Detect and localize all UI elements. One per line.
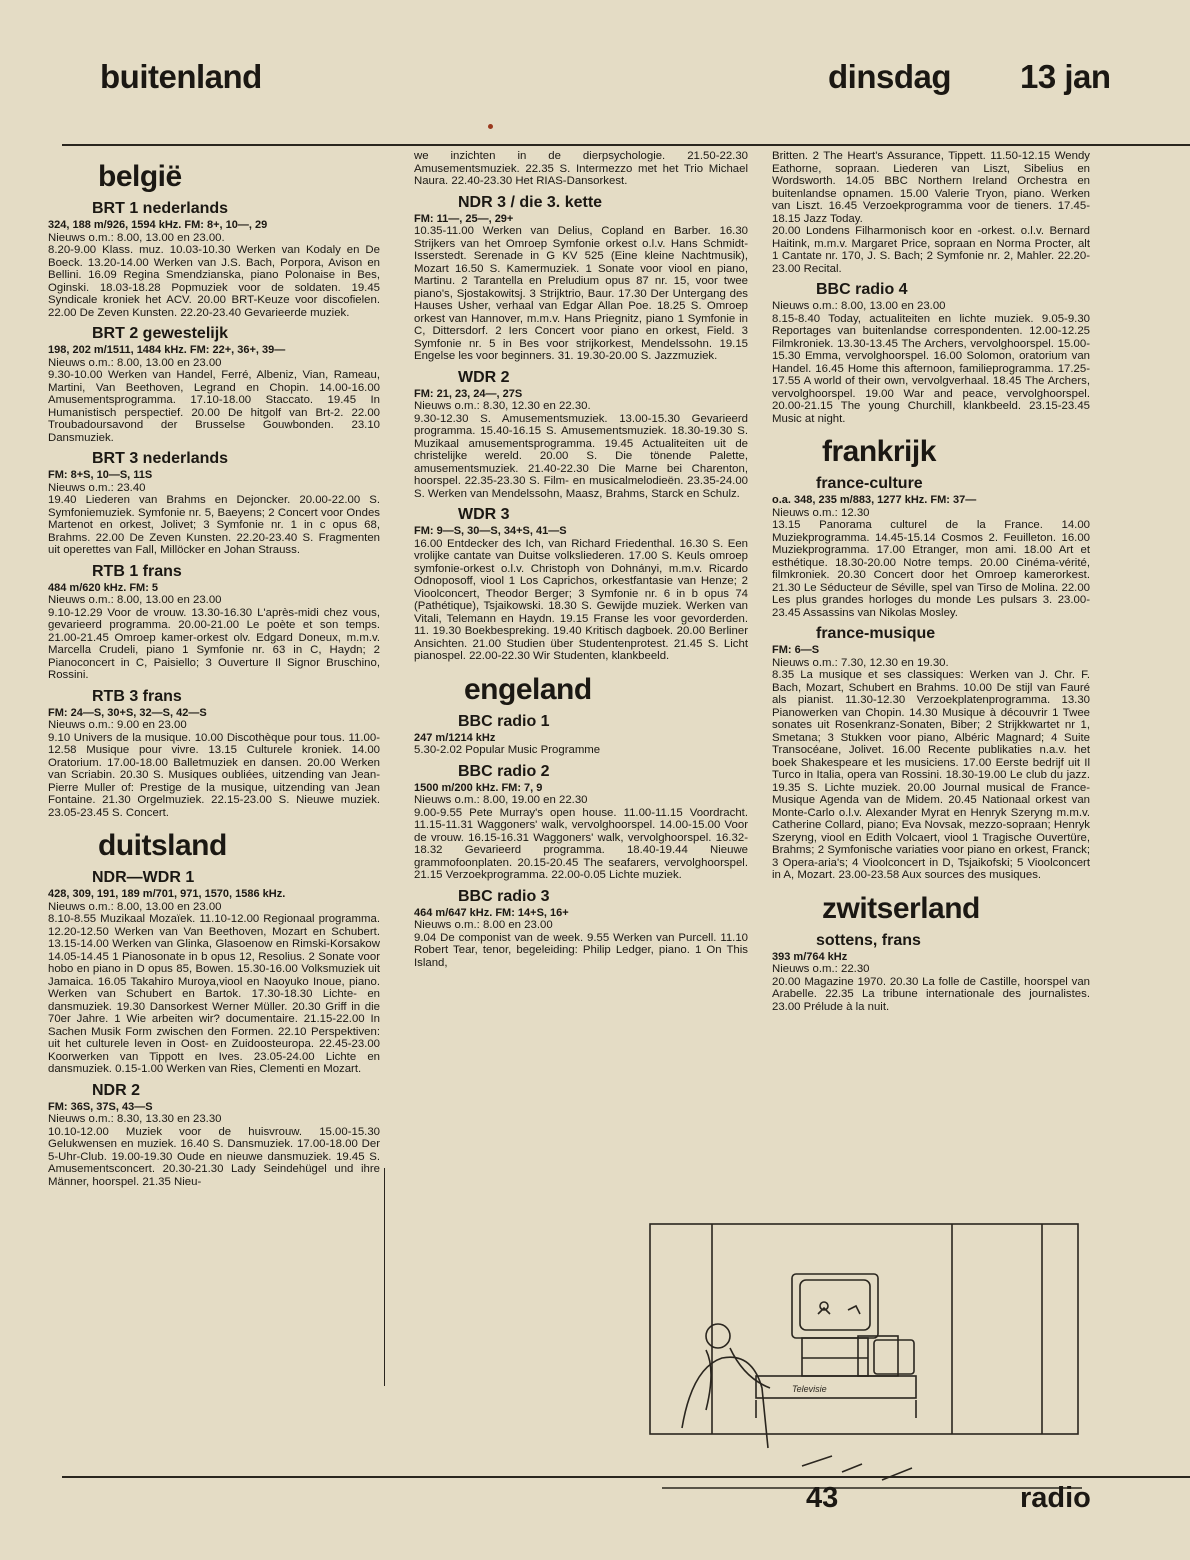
news-times: Nieuws o.m.: 23.40	[48, 481, 146, 494]
frequency-line: 198, 202 m/1511, 1484 kHz. FM: 22+, 36+, 39—	[48, 344, 286, 356]
tv-viewer-cartoon	[622, 1218, 1094, 1490]
station-heading: france-musique	[816, 625, 936, 642]
weekday: dinsdag	[828, 58, 952, 95]
program-listing: 19.40 Liederen van Brahms en Dejoncker. 20.00-22.00 S. Symfoniemuziek. Symfonie nr. 5, Baeyens; 2 Concert voor Ondes Martenot en orkest, Jolivet; 3 Symfonie nr. 1 in c opus 68, Brahms. 22.00 De Zeven Kunsten. 22.20-23.40 S. Fragmenten uit operettes van Fall, Millöcker en Johan Strauss.	[48, 494, 380, 556]
country-heading: engeland	[464, 672, 592, 706]
news-times: Nieuws o.m.: 8.00, 19.00 en 22.30	[414, 794, 588, 806]
news-times: Nieuws o.m.: 9.00 en 23.00	[48, 719, 187, 731]
program-listing: 9.10-12.29 Voor de vrouw. 13.30-16.30 L'après-midi chez vous, gevarieerd programma. 20.00-21.00 Le poète et son temps. 21.00-21.45 Omroep kamer-orkest olv. Edgard Doneux, m.m.v. Marcella Crudeli, piano 1 Symfonie nr. 63 in C, Haydn; 2 Pianoconcert in C, Paisiello; 3 Ouverture Il Signor Bruschino, Rossini.	[48, 606, 380, 681]
program-listing: 10.10-12.00 Muziek voor de huisvrouw. 15.00-15.30 Gelukwensen en muziek. 16.40 S. Dansmuziek. 17.00-18.00 Der 5-Uhr-Club. 19.00-19.30 Oude en nieuwe dansmuziek. 19.45 S. Amusementsconcert. 20.30-21.30 Lady Seindehügel und ihre Männer, hoorspel. 21.35 Nieu-	[48, 1125, 380, 1188]
news-times: Nieuws o.m.: 8.00 en 23.00	[414, 919, 553, 931]
news-times: Nieuws o.m.: 22.30	[772, 963, 870, 975]
frequency-line: 393 m/764 kHz	[772, 950, 848, 963]
station-heading: NDR—WDR 1	[92, 869, 195, 886]
page-number: 43	[806, 1482, 839, 1514]
country-heading: duitsland	[98, 829, 227, 862]
news-times: Nieuws o.m.: 8.00, 13.00 en 23.00	[772, 300, 946, 312]
station-heading: sottens, frans	[816, 931, 921, 949]
program-listing: 8.35 La musique et ses classiques: Werken van J. Chr. F. Bach, Mozart, Schubert en Brahms. 10.00 De stijl van Fauré als pianist. 11.30-12.30 Verzoekplatenprogramma. 13.30 Pianowerken van Chopin. 14.30 Musique à découvrir 1 Twee sonates uit Rosenkranz-Sonaten, Biber; 2 Strijkkwartet nr 1, Smetana; 3 Stukken voor piano, Albéric Magnard; 4 Suite Transocéane, Jolivet. 16.00 Recente publikaties n.a.v. het boek Shakespeare et les musiciens. 17.00 Eerste bedrijf uit Il Turco in Italia, opera van Rossini. 18.30-19.00 Le club du jazz. 19.35 S. Lichte muziek. 20.00 Journal musical de France-Musique Agenda van de Midem. 20.45 Nationaal orkest van Monte-Carlo o.l.v. Alexander Myrat en Henryk Szeryng m.m.v. Catherine Collard, piano; Eva Novsak, mezzo-sopraan; Henryk Szeryng, viool en Edith Volcaert, viool 1 Tragische Ouvertüre, Brahms; 2 Symfonische variaties voor piano en orkest, Franck; 3 Opera-aria's; 4 Vioolconcert in D, Tsjaikofski; 5 Vioolconcert in A, Mozart. 23.00-23.58 Aux sources des musiques.	[772, 669, 1090, 881]
country-heading: belgië	[98, 160, 182, 193]
frequency-line: 484 m/620 kHz. FM: 5	[48, 581, 159, 594]
program-listing: 9.10 Univers de la musique. 10.00 Discothèque pour tous. 11.00-12.58 Musique pour vivre. 13.15 Culturele kroniek. 14.00 Oratorium. 17.00-18.00 Balletmuziek en dansen. 20.00 Werken van Scriabin. 20.30 S. Musiques oubliées, uitzending van Jean-Pierre Muller of: Prestige de la musique, uitzending van Jean Fontaine. 21.30 Orgelmuziek. 22.15-23.00 S. Nieuwe muziek. 23.05-23.45 S. Concert.	[48, 731, 380, 819]
news-times: Nieuws o.m.: 7.30, 12.30 en 19.30.	[772, 656, 949, 669]
column-1	[48, 150, 380, 1188]
station-heading: RTB 1 frans	[92, 562, 182, 580]
frequency-line: FM: 11—, 25—, 29+	[414, 212, 514, 225]
station-heading: BBC radio 3	[458, 887, 550, 905]
frequency-line: FM: 6—S	[772, 644, 820, 656]
program-listing: we inzichten in de dierpsychologie. 21.50-22.30 Amusementsmuziek. 22.35 S. Intermezzo met het Trio Michael Naura. 22.40-23.30 Het RIAS-Dansorkest.	[414, 150, 748, 187]
window-frame	[650, 1224, 1078, 1434]
station-heading: france-culture	[816, 475, 923, 492]
program-listing: 10.35-11.00 Werken van Delius, Copland en Barber. 16.30 Strijkers van het Omroep Symfonie orkest o.l.v. Hans Schmidt-Isserstedt. Serenade in G KV 525 (Eine kleine Nachtmusik), Mozart 16.50 S. Kamermuziek. 1 Sonate voor viool en piano, Martinu. 2 Tarantella en Preludium opus 87 nr. 15, voor twee piano's, Sjostakowitsj. 3 Strijktrio, Baur. 17.30 Der Untergang des Hauses Usher, verhaal van Edgar Allan Poe. 18.25 S. Omroep orkest van Hannover, m.m.v. Hans Priegnitz, piano 1 Symfonie in C, Dittersdorf. 2 Iers Concert voor piano en orkest, Field. 3 Symfonie nr. 5 in Bes voor strijkorkest, Mendelssohn. 19.15 Engelse les voor beginners. 31. 19.30-20.00 S. Jazzmuziek.	[414, 225, 748, 362]
program-listing: 8.10-8.55 Muzikaal Mozaïek. 11.10-12.00 Regionaal programma. 12.20-12.50 Werken van Van Beethoven, Mozart en Schubert. 13.15-14.00 Werken van Glinka, Glasoenow en Rimski-Korsakow 14.05-14.45 1 Pianosonate in b opus 12, Resolius. 2 Sonate voor hobo en piano in D opus 85, Bowen. 15.30-16.00 Volksmuziek uit Jamaica. 16.05 Takahiro Muroya,viool en Naoyuko Inoue, piano. Werken van Schubert en Bartok. 17.30-18.30 Lichte- en dansmuziek. 19.30 Dansorkest Werner Müller. 20.30 Griff in die 70er Jahre. 1 Wie arbeiten wir? documentaire. 21.15-22.00 In Sachen Musik Form zwischen den Formen. 22.10 Perspektiven: uit het culturele leven in Oost- en Zuidoosteuropa. 22.45-23.00 Koorwerken van Tippott en Ives. 23.05-24.00 Lichte en dansmuziek. 0.15-1.00 Werken van Ries, Clementi en Mozart.	[48, 913, 380, 1075]
footer-rule	[62, 1476, 1190, 1478]
news-times: Nieuws o.m.: 8.30, 12.30 en 22.30.	[414, 400, 591, 412]
program-listing: 9.30-10.00 Werken van Handel, Ferré, Albeniz, Vian, Rameau, Martini, Van Beethoven, Legrand en Chopin. 14.00-16.00 Amusementsprogramma. 17.10-18.00 Staccato. 19.45 In Humanistisch perspectief. 20.00 De hitgolf van Brt-2. 22.00 Troubadoursavond der Brusselse Gouwbonden. 23.10 Dansmuziek.	[48, 369, 380, 444]
frequency-line: 464 m/647 kHz. FM: 14+S, 16+	[414, 906, 569, 919]
program-listing: 9.30-12.30 S. Amusementsmuziek. 13.00-15.30 Gevarieerd programma. 15.40-16.15 S. Amusementsmuziek. 18.30-19.30 S. Muzikaal amusementsprogramma. 19.45 Actualiteiten uit de christelijke wereld. 20.00 S. Die tönende Palette, amusementsmuziek. 21.40-22.30 Die Marne bei Charenton, hoorspel. 22.35-23.30 S. Film- en musicalmelodieën. 23.35-24.00 S. Werken van Mendelssohn, Maasz, Brahms, Starck en Schulz.	[414, 412, 748, 500]
ink-spot	[488, 124, 493, 129]
station-heading: BBC radio 4	[816, 281, 908, 298]
station-heading: NDR 3 / die 3. kette	[458, 193, 603, 211]
tv-brand: Televisie	[792, 1384, 827, 1394]
news-times: Nieuws o.m.: 8.00, 13.00 en 23.00	[48, 594, 222, 606]
frequency-line: FM: 8+S, 10—S, 11S	[48, 469, 153, 481]
program-listing: Britten. 2 The Heart's Assurance, Tippett. 11.50-12.15 Wendy Eathorne, sopraan. Liederen van Liszt, Sibelius en Wordsworth. 14.05 BBC Northern Ireland Orchestra en buitenlandse opnamen. 15.00 Valerie Tryon, piano. Werken van Liszt. 16.45 Verzoekprogramma voor de tieners. 17.45-18.15 Jazz Today.	[772, 150, 1090, 225]
station-heading: BRT 3 nederlands	[92, 450, 229, 467]
frequency-line: FM: 9—S, 30—S, 34+S, 41—S	[414, 525, 567, 537]
viewer-head	[706, 1324, 730, 1348]
program-listing: 13.15 Panorama culturel de la France. 14.00 Muziekprogramma. 14.45-15.14 Cosmos 2. Feuilleton. 16.00 Muziekprogramma. 17.00 Etranger, mon ami. 18.00 Art et esthétique. 18.30-20.00 Notre temps. 20.00 Cinéma-vérité, filmkroniek. 20.30 Concert door het Omroep kamerorkest. 21.30 Le Séducteur de Séville, spel van Tirso de Molina. 22.00 Les plus grandes horloges du monde Les pulsars 3. 23.00-23.45 Assassins van Nikolas Mosley.	[772, 519, 1090, 619]
header-rule	[62, 144, 1190, 146]
country-heading: frankrijk	[822, 435, 936, 468]
footer-label: radio	[1020, 1482, 1091, 1514]
news-times: Nieuws o.m.: 8.00, 13.00 en 23.00.	[48, 231, 225, 244]
column-divider	[384, 1168, 385, 1386]
station-heading: NDR 2	[92, 1081, 141, 1099]
program-listing: 9.04 De componist van de week. 9.55 Werken van Purcell. 11.10 Robert Tear, tenor, begeleiding: Philip Ledger, piano. 1 On This Island,	[414, 931, 748, 969]
date: 13 jan	[1020, 58, 1111, 95]
program-listing: 8.20-9.00 Klass. muz. 10.03-10.30 Werken van Kodaly en De Boeck. 13.20-14.00 Werken van J.S. Bach, Porpora, Avison en Bellini. 16.09 Regina Smendzianska, piano Polonaise in Bes, Oginski. 18.03-18.28 Popmuziek voor de soldaten. 19.45 Syndicale kroniek het ACV. 20.00 BRT-Keuze voor discofielen. 22.00 De Zeven Kunsten. 22.20-23.40 Gevarieerde muziek.	[48, 244, 380, 319]
frequency-line: FM: 36S, 37S, 43—S	[48, 1100, 153, 1113]
frequency-line: 324, 188 m/926, 1594 kHz. FM: 8+, 10—, 29	[48, 219, 268, 231]
column-2	[414, 150, 748, 969]
station-heading: WDR 2	[458, 368, 510, 386]
country-heading: zwitserland	[822, 891, 980, 925]
station-heading: BBC radio 2	[458, 762, 550, 780]
program-listing: 5.30-2.02 Popular Music Programme	[414, 744, 601, 756]
news-times: Nieuws o.m.: 8.00, 13.00 en 23.00	[48, 356, 222, 369]
station-heading: WDR 3	[458, 506, 510, 523]
station-heading: BRT 2 gewestelijk	[92, 325, 229, 342]
frequency-line: FM: 21, 23, 24—, 27S	[414, 387, 523, 400]
station-heading: BRT 1 nederlands	[92, 200, 229, 217]
frequency-line: FM: 24—S, 30+S, 32—S, 42—S	[48, 706, 207, 719]
column-3	[772, 150, 1090, 1013]
tv-set	[792, 1274, 878, 1338]
program-listing: 20.00 Magazine 1970. 20.30 La folle de Castille, hoorspel van Arabelle. 22.35 La tribune internationale des journalistes. 23.00 Prélude à la nuit.	[772, 975, 1090, 1013]
frequency-line: 428, 309, 191, 189 m/701, 971, 1570, 1586 kHz.	[48, 888, 286, 900]
news-times: Nieuws o.m.: 8.00, 13.00 en 23.00	[48, 900, 222, 913]
program-listing: 8.15-8.40 Today, actualiteiten en lichte muziek. 9.05-9.30 Reportages van buitenlandse correspondenten. 12.00-12.25 Filmkroniek. 13.30-13.45 The Archers, vervolghoorspel. 15.00-15.30 Emma, vervolghoorspel. 16.00 Solomon, oratorium van Handel. 16.45 Home this afternoon, familieprogramma. 17.25-17.55 A world of their own, vervolgverhaal. 18.45 The Archers, vervolghoorspel. 19.00 War and peace, vervolghoorspel. 20.00-21.15 The young Churchill, klankbeeld. 23.15-23.45 Music at night.	[772, 312, 1090, 425]
program-listing: 16.00 Entdecker des Ich, van Richard Friedenthal. 16.30 S. Een vrolijke cantate van Duitse volksliederen. 17.00 S. Keuls omroep symfonie-orkest o.l.v. Christoph von Dohnányi, m.m.v. Ricardo Odnoposoff, viool 1 Los Caprichos, orkestfantasie van Henze; 2 Vioolconcert, Theodor Berger; 3 Symfonie nr. 6 in b opus 74 (Pathétique), Tsjaikowski. 18.30 S. Gewijde muziek. Werken van Vitali, Telemann en Haydn. 19.15 Franse les voor gevorderden. 11. 19.30 Boekbespreking. 19.40 Kritisch dagboek. 20.00 Berliner Ansichten. 21.00 Studien über Studentenprotest. 21.45 S. Licht pianospel. 22.00-22.30 Wir Studenten, klankbeeld.	[414, 537, 748, 662]
frequency-line: 1500 m/200 kHz. FM: 7, 9	[414, 781, 543, 794]
station-heading: RTB 3 frans	[92, 687, 182, 705]
section-title: buitenland	[100, 58, 262, 95]
program-listing: 20.00 Londens Filharmonisch koor en -orkest. o.l.v. Bernard Haitink, m.m.v. Margaret Price, sopraan en Norma Procter, alt 1 Cantate nr. 170, J. S. Bach; 2 Symfonie nr. 2, Mahler. 22.20-23.00 Recital.	[772, 225, 1090, 275]
program-listing: 9.00-9.55 Pete Murray's open house. 11.00-11.15 Voordracht. 11.15-11.31 Waggoners' walk, vervolghoorspel. 14.00-15.00 Voor de vrouw. 16.15-16.31 Waggoners' walk, vervolghoorspel. 16.32-18.32 Gevarieerd programma. 18.40-19.44 Nieuwe grammofoonplaten. 20.15-20.45 The seafarers, vervolghoorspel. 21.15 Verzoekprogramma. 22.00-0.05 Lichte muziek.	[414, 806, 748, 881]
frequency-line: 247 m/1214 kHz	[414, 731, 496, 744]
news-times: Nieuws o.m.: 8.30, 13.30 en 23.30	[48, 1113, 222, 1125]
station-heading: BBC radio 1	[458, 712, 550, 730]
news-times: Nieuws o.m.: 12.30	[772, 506, 870, 519]
frequency-line: o.a. 348, 235 m/883, 1277 kHz. FM: 37—	[772, 494, 977, 506]
